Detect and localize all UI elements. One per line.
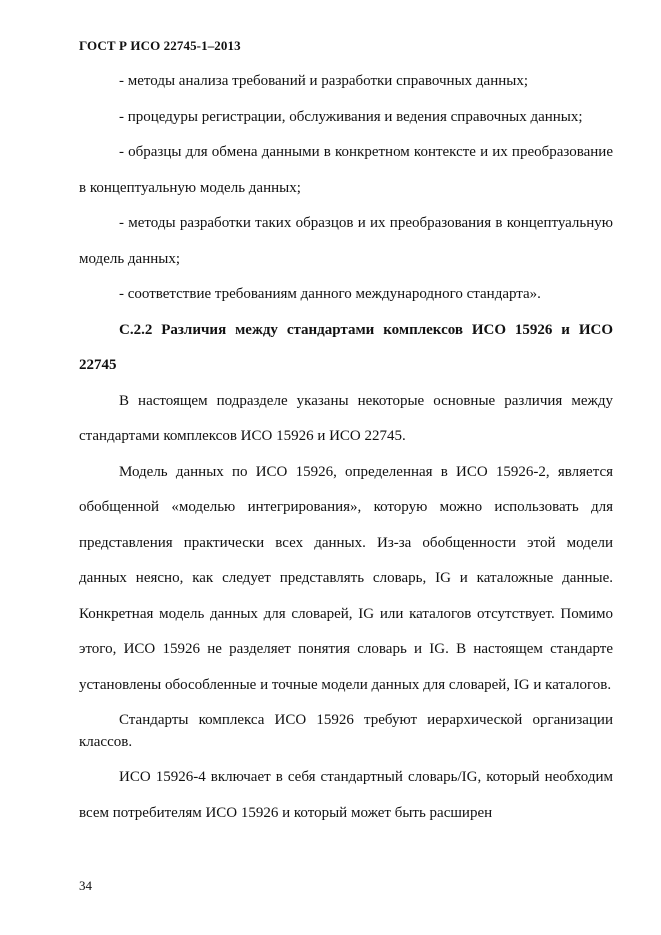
- list-item: - образцы для обмена данными в конкретном контексте и их преобразование в концептуальную модель данных;: [79, 144, 613, 196]
- section-heading: С.2.2 Различия между стандартами комплексов ИСО 15926 и ИСО 22745: [79, 321, 613, 373]
- list-item: - процедуры регистрации, обслуживания и ведения справочных данных;: [119, 108, 583, 125]
- paragraph: В настоящем подразделе указаны некоторые основные различия между стандартами комплексов ИСО 15926 и ИСО 22745.: [79, 392, 613, 444]
- list-item: - соответствие требованиям данного международного стандарта».: [119, 286, 541, 302]
- document-body: [79, 64, 613, 831]
- paragraph: Модель данных по ИСО 15926, определенная в ИСО 15926-2, является обобщенной «моделью интегрирования», которую можно использовать для представления практически всех данных. Из-за обобщенности этой модели данных неясно, как следует представлять словарь, IG и каталожные данные. Конкретная модель данных для словарей, IG или каталогов отсутствует. Помимо этого, ИСО 15926 не разделяет понятия словарь и IG. В настоящем стандарте установлены обособленные и точные модели данных для словарей, IG и каталогов.: [79, 463, 613, 693]
- paragraph: Стандарты комплекса ИСО 15926 требуют иерархической организации классов.: [79, 712, 613, 750]
- document-header: ГОСТ Р ИСО 22745-1–2013: [79, 38, 241, 53]
- list-item: - методы разработки таких образцов и их преобразования в концептуальную модель данных;: [79, 215, 613, 267]
- paragraph: ИСО 15926-4 включает в себя стандартный словарь/IG, который необходим всем потребителям ИСО 15926 и который может быть расширен: [79, 769, 613, 821]
- list-item: - методы анализа требований и разработки справочных данных;: [119, 73, 528, 89]
- page-number: 34: [79, 878, 92, 893]
